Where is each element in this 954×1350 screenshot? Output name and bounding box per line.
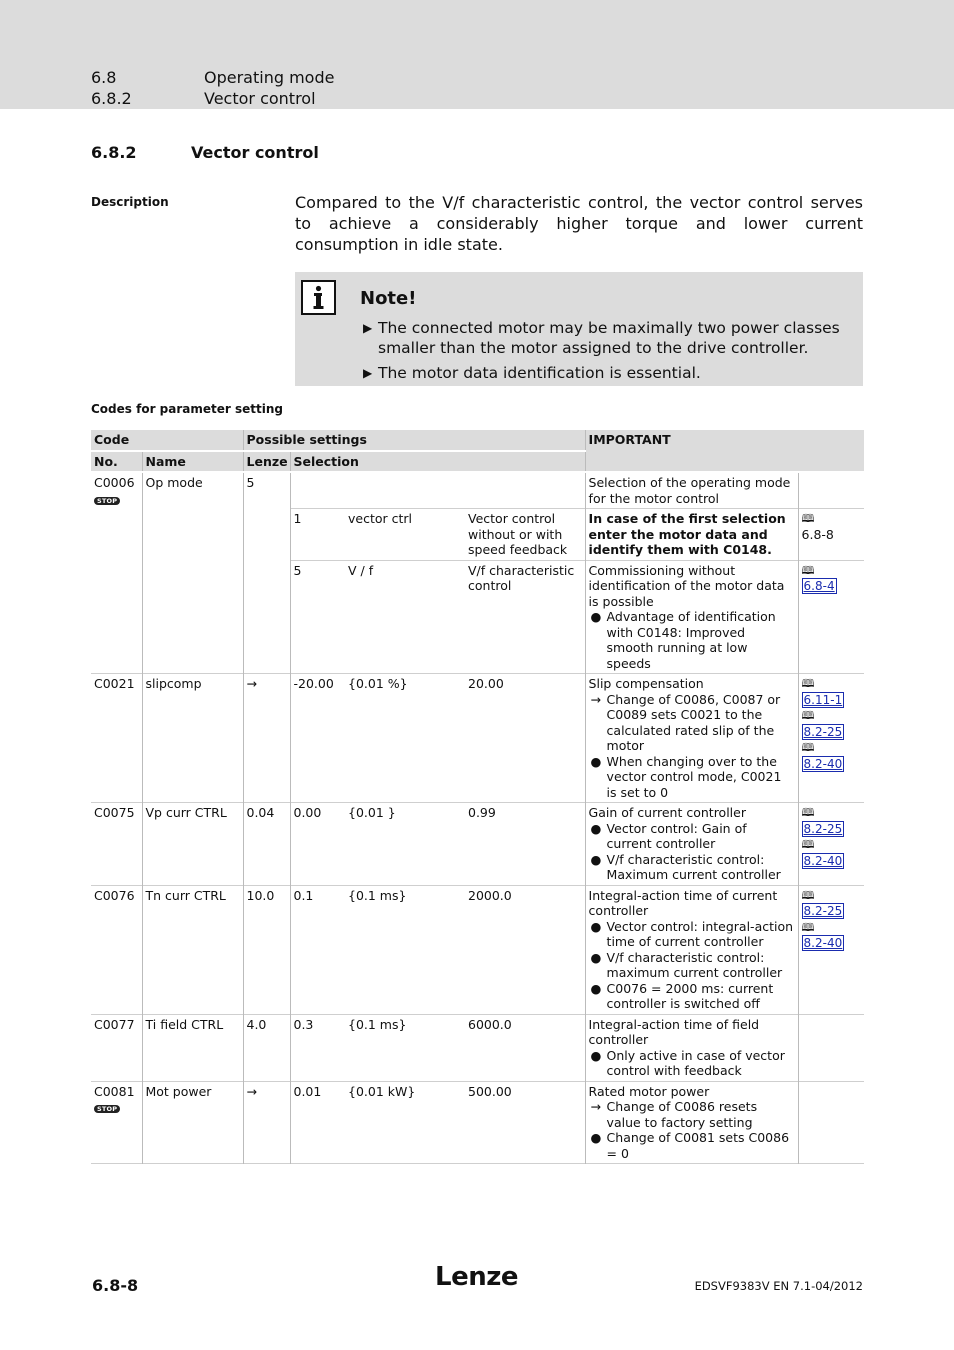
table-row bbox=[91, 1081, 864, 1164]
page-reference: 6.8-8 bbox=[801, 526, 834, 542]
important-text: Rated motor power bbox=[588, 1083, 710, 1099]
code-name: Mot power bbox=[142, 1081, 243, 1164]
table-row bbox=[91, 674, 864, 803]
selection-description: V/f characteristic control bbox=[465, 560, 585, 674]
range-max: 2000.0 bbox=[465, 885, 585, 1014]
bullet-icon: ● bbox=[590, 609, 602, 624]
bullet-text: Change of C0081 sets C0086 = 0 bbox=[606, 1130, 790, 1161]
lenze-default-arrow: → bbox=[243, 674, 290, 803]
list-item bbox=[589, 692, 795, 754]
header-chapter-title: Operating mode bbox=[204, 68, 335, 87]
list-item bbox=[589, 821, 795, 852]
bullet-icon: ● bbox=[590, 1047, 602, 1063]
header-section-title: Vector control bbox=[204, 89, 316, 108]
code-number: C0077 bbox=[91, 1014, 142, 1081]
triangle-bullet-icon: ▶ bbox=[363, 321, 373, 335]
table-row bbox=[91, 1014, 864, 1081]
code-number: C0075 bbox=[91, 803, 142, 886]
description-text: Compared to the V/f characteristic control, the vector control serves to achieve a considerably higher torque and lower current consumption in idle state. bbox=[295, 193, 863, 254]
bullet-icon: ● bbox=[590, 1130, 602, 1145]
important-text: Selection of the operating mode for the motor control bbox=[585, 472, 798, 509]
lenze-logo: Lenze bbox=[435, 1262, 518, 1292]
bullet-icon: ● bbox=[590, 753, 602, 769]
book-icon: 🕮 bbox=[801, 677, 815, 690]
info-icon bbox=[301, 280, 336, 315]
bullet-icon: ● bbox=[590, 980, 602, 996]
important-text: Slip compensation bbox=[588, 676, 704, 691]
header-important: IMPORTANT bbox=[585, 430, 864, 472]
arrow-icon: → bbox=[590, 691, 602, 707]
bullet-icon: ● bbox=[590, 918, 602, 934]
codes-label: Codes for parameter setting bbox=[91, 402, 283, 416]
page-reference-link[interactable]: 8.2-40 bbox=[803, 936, 843, 950]
code-name: Tn curr CTRL bbox=[142, 885, 243, 1014]
range-max: 0.99 bbox=[465, 803, 585, 886]
header-name: Name bbox=[142, 451, 243, 473]
table-row bbox=[91, 472, 864, 509]
header-code: Code bbox=[91, 430, 243, 451]
book-icon: 🕮 bbox=[801, 563, 815, 577]
lenze-default: 5 bbox=[243, 472, 290, 674]
book-icon: 🕮 bbox=[801, 512, 815, 525]
range-min: 0.01 bbox=[290, 1081, 345, 1164]
code-number: C0006 bbox=[94, 475, 135, 490]
book-icon: 🕮 bbox=[801, 838, 815, 851]
code-number: C0076 bbox=[91, 885, 142, 1014]
header-band bbox=[0, 0, 954, 109]
bullet-text: Change of C0086 resets value to factory setting bbox=[606, 1099, 758, 1130]
bullet-text: Advantage of identification with C0148: Improved smooth running at low speeds bbox=[606, 609, 776, 671]
description-label: Description bbox=[91, 195, 169, 209]
bullet-icon: ● bbox=[590, 851, 602, 867]
selection-value: 1 bbox=[290, 509, 345, 561]
lenze-default-arrow: → bbox=[243, 1081, 290, 1164]
list-item bbox=[589, 754, 795, 801]
range-step: {0.01 kW} bbox=[345, 1081, 465, 1164]
bullet-icon: ● bbox=[590, 949, 602, 965]
code-name: Op mode bbox=[142, 472, 243, 674]
book-icon: 🕮 bbox=[801, 920, 815, 934]
range-min: 0.1 bbox=[290, 885, 345, 1014]
list-item bbox=[589, 1048, 795, 1079]
note-bullet-text: The motor data identification is essential. bbox=[378, 364, 701, 382]
important-text: Integral-action time of current controller bbox=[588, 887, 778, 918]
document-id: EDSVF9383V EN 7.1-04/2012 bbox=[694, 1279, 863, 1293]
range-step: {0.01 %} bbox=[345, 674, 465, 803]
selection-label: V / f bbox=[345, 560, 465, 674]
parameter-table bbox=[91, 430, 864, 1164]
section-title: Vector control bbox=[191, 143, 319, 162]
page-reference-link[interactable]: 6.11-1 bbox=[803, 692, 843, 707]
important-text: Integral-action time of field controller bbox=[588, 1016, 760, 1047]
code-name: Ti field CTRL bbox=[142, 1014, 243, 1081]
book-icon: 🕮 bbox=[801, 741, 815, 754]
selection-description: Vector control without or with speed feedback bbox=[465, 509, 585, 561]
range-step: {0.1 ms} bbox=[345, 885, 465, 1014]
range-max: 500.00 bbox=[465, 1081, 585, 1164]
header-chapter-number: 6.8 bbox=[91, 68, 117, 87]
bullet-text: Change of C0086, C0087 or C0089 sets C0021 to the calculated rated slip of the motor bbox=[606, 691, 781, 753]
range-min: 0.00 bbox=[290, 803, 345, 886]
code-number: C0081 bbox=[94, 1083, 135, 1099]
list-item bbox=[589, 1130, 795, 1161]
list-item bbox=[589, 950, 795, 981]
note-bullet-text: The connected motor may be maximally two power classes smaller than the motor assigned to the drive controller. bbox=[378, 319, 840, 357]
range-min: 0.3 bbox=[290, 1014, 345, 1081]
code-name: Vp curr CTRL bbox=[142, 803, 243, 886]
range-max: 6000.0 bbox=[465, 1014, 585, 1081]
page-reference-link[interactable]: 8.2-25 bbox=[803, 724, 843, 739]
bullet-text: Vector control: Gain of current controller bbox=[606, 820, 747, 851]
stop-badge-icon: STOP bbox=[94, 1105, 120, 1113]
bullet-text: V/f characteristic control: maximum current controller bbox=[606, 949, 783, 980]
list-item bbox=[589, 919, 795, 950]
bullet-text: When changing over to the vector control mode, C0021 is set to 0 bbox=[606, 753, 782, 800]
section-number: 6.8.2 bbox=[91, 143, 137, 162]
book-icon: 🕮 bbox=[801, 888, 815, 902]
header-no: No. bbox=[91, 451, 142, 473]
table-row bbox=[91, 803, 864, 886]
header-section-number: 6.8.2 bbox=[91, 89, 132, 108]
note-bullet bbox=[363, 318, 843, 358]
header-lenze: Lenze bbox=[243, 451, 290, 473]
page-reference-link[interactable]: 6.8-4 bbox=[803, 579, 835, 593]
list-item bbox=[589, 852, 795, 883]
range-step: {0.01 } bbox=[345, 803, 465, 886]
lenze-default: 0.04 bbox=[243, 803, 290, 886]
page-reference-link[interactable]: 8.2-25 bbox=[803, 904, 843, 918]
list-item bbox=[589, 1099, 795, 1130]
list-item bbox=[589, 609, 795, 671]
book-icon: 🕮 bbox=[801, 806, 815, 819]
bullet-icon: ● bbox=[590, 820, 602, 836]
selection-value: 5 bbox=[290, 560, 345, 674]
page-number: 6.8-8 bbox=[92, 1276, 139, 1295]
important-text: Gain of current controller bbox=[588, 805, 746, 820]
code-name: slipcomp bbox=[142, 674, 243, 803]
table-row bbox=[91, 885, 864, 1014]
range-min: -20.00 bbox=[290, 674, 345, 803]
lenze-default: 10.0 bbox=[243, 885, 290, 1014]
book-icon: 🕮 bbox=[801, 709, 815, 722]
stop-badge-icon: STOP bbox=[94, 497, 120, 505]
page-reference-link[interactable]: 8.2-25 bbox=[803, 821, 843, 836]
list-item bbox=[589, 981, 795, 1012]
code-number: C0021 bbox=[91, 674, 142, 803]
bullet-text: Vector control: integral-action time of current controller bbox=[606, 918, 794, 949]
arrow-icon: → bbox=[590, 1099, 602, 1114]
selection-label: vector ctrl bbox=[345, 509, 465, 561]
important-text: In case of the first selection enter the motor data and identify them with C0148. bbox=[585, 509, 798, 561]
page-reference-link[interactable]: 8.2-40 bbox=[803, 756, 843, 771]
note-box bbox=[295, 272, 863, 386]
page-reference-link[interactable]: 8.2-40 bbox=[803, 853, 843, 868]
header-possible-settings: Possible settings bbox=[243, 430, 585, 451]
bullet-text: Only active in case of vector control with feedback bbox=[606, 1047, 785, 1078]
bullet-text: V/f characteristic control: Maximum current controller bbox=[606, 851, 781, 882]
note-title: Note! bbox=[360, 288, 417, 309]
note-bullet bbox=[363, 363, 843, 383]
header-selection: Selection bbox=[290, 451, 585, 473]
range-step: {0.1 ms} bbox=[345, 1014, 465, 1081]
range-max: 20.00 bbox=[465, 674, 585, 803]
important-text: Commissioning without identification of the motor data is possible bbox=[588, 562, 785, 609]
lenze-default: 4.0 bbox=[243, 1014, 290, 1081]
bullet-text: C0076 = 2000 ms: current controller is switched off bbox=[606, 980, 774, 1011]
triangle-bullet-icon: ▶ bbox=[363, 366, 373, 380]
